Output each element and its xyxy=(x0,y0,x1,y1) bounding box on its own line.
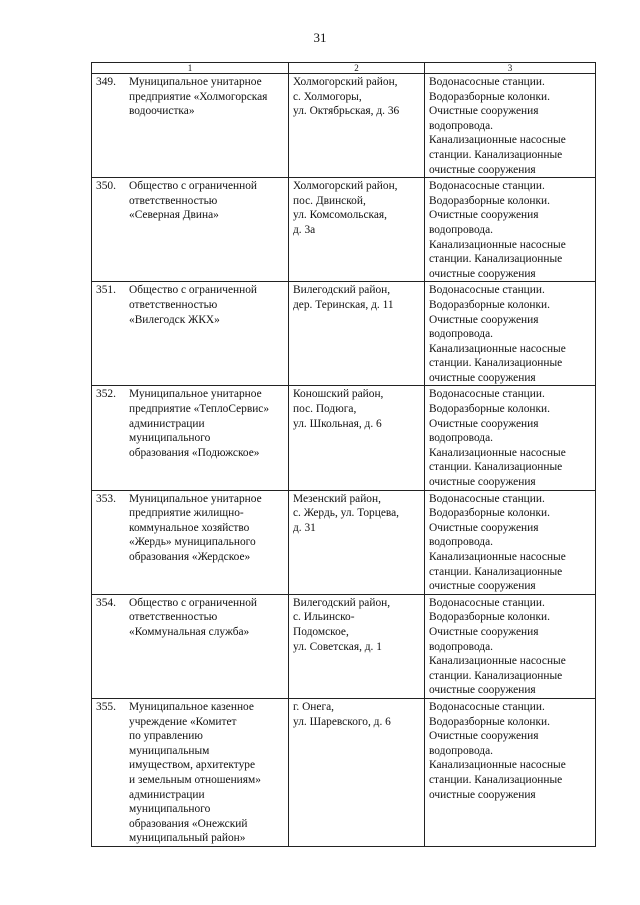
entry-number: 354. xyxy=(96,596,116,609)
facilities-cell: Водонасосные станции. Водоразборные колонки. Очистные сооружения водопровода. Канализационные насосные станции. Канализационные очистные сооружения xyxy=(425,698,596,846)
column-number: 1 xyxy=(92,63,289,74)
column-number: 3 xyxy=(425,63,596,74)
column-number-row xyxy=(92,63,596,74)
table-row xyxy=(92,698,596,846)
organization-cell xyxy=(92,178,289,282)
facilities-cell: Водонасосные станции. Водоразборные колонки. Очистные сооружения водопровода. Канализационные насосные станции. Канализационные очистные сооружения xyxy=(425,594,596,698)
address-cell: Коношский район, пос. Подюга, ул. Школьная, д. 6 xyxy=(289,386,425,490)
entry-number: 353. xyxy=(96,492,116,505)
facilities-cell: Водонасосные станции. Водоразборные колонки. Очистные сооружения водопровода. Канализационные насосные станции. Канализационные очистные сооружения xyxy=(425,282,596,386)
registry-table xyxy=(91,62,596,847)
organization-cell xyxy=(92,74,289,178)
organization-cell xyxy=(92,282,289,386)
table-row xyxy=(92,74,596,178)
address-cell: Мезенский район, с. Жердь, ул. Торцева, д. 31 xyxy=(289,490,425,594)
facilities-cell: Водонасосные станции. Водоразборные колонки. Очистные сооружения водопровода. Канализационные насосные станции. Канализационные очистные сооружения xyxy=(425,490,596,594)
organization-cell xyxy=(92,386,289,490)
address-cell: г. Онега, ул. Шаревского, д. 6 xyxy=(289,698,425,846)
organization-name: Общество с ограниченной ответственностью «Коммунальная служба» xyxy=(129,596,257,638)
table-row xyxy=(92,594,596,698)
table-row xyxy=(92,282,596,386)
column-number: 2 xyxy=(289,63,425,74)
facilities-cell: Водонасосные станции. Водоразборные колонки. Очистные сооружения водопровода. Канализационные насосные станции. Канализационные очистные сооружения xyxy=(425,386,596,490)
organization-cell xyxy=(92,698,289,846)
entry-number: 351. xyxy=(96,284,116,297)
organization-name: Муниципальное унитарное предприятие жилищно- коммунальное хозяйство «Жердь» муниципального образования «Жердское» xyxy=(129,492,262,563)
table-row xyxy=(92,178,596,282)
address-cell: Холмогорский район, с. Холмогоры, ул. Октябрьская, д. 36 xyxy=(289,74,425,178)
page-number: 31 xyxy=(313,30,327,45)
organization-cell xyxy=(92,594,289,698)
table-row xyxy=(92,490,596,594)
organization-name: Муниципальное казенное учреждение «Комитет по управлению муниципальным имуществом, архитектуре и земельным отношениям» администрации муниципального образования «Онежский муниципальный район» xyxy=(129,700,261,845)
address-cell: Вилегодский район, дер. Теринская, д. 11 xyxy=(289,282,425,386)
address-cell: Вилегодский район, с. Ильинско- Подомское, ул. Советская, д. 1 xyxy=(289,594,425,698)
organization-name: Общество с ограниченной ответственностью «Вилегодск ЖКХ» xyxy=(129,284,257,326)
entry-number: 355. xyxy=(96,700,116,713)
entry-number: 350. xyxy=(96,180,116,193)
organization-name: Общество с ограниченной ответственностью «Северная Двина» xyxy=(129,180,257,222)
facilities-cell: Водонасосные станции. Водоразборные колонки. Очистные сооружения водопровода. Канализационные насосные станции. Канализационные очистные сооружения xyxy=(425,178,596,282)
organization-name: Муниципальное унитарное предприятие «Холмогорская водоочистка» xyxy=(129,76,268,118)
organization-cell xyxy=(92,490,289,594)
table-row xyxy=(92,386,596,490)
address-cell: Холмогорский район, пос. Двинской, ул. Комсомольская, д. 3а xyxy=(289,178,425,282)
facilities-cell: Водонасосные станции. Водоразборные колонки. Очистные сооружения водопровода. Канализационные насосные станции. Канализационные очистные сооружения xyxy=(425,74,596,178)
entry-number: 352. xyxy=(96,388,116,401)
organization-name: Муниципальное унитарное предприятие «ТеплоСервис» администрации муниципального образования «Подюжское» xyxy=(129,388,270,459)
entry-number: 349. xyxy=(96,76,116,88)
